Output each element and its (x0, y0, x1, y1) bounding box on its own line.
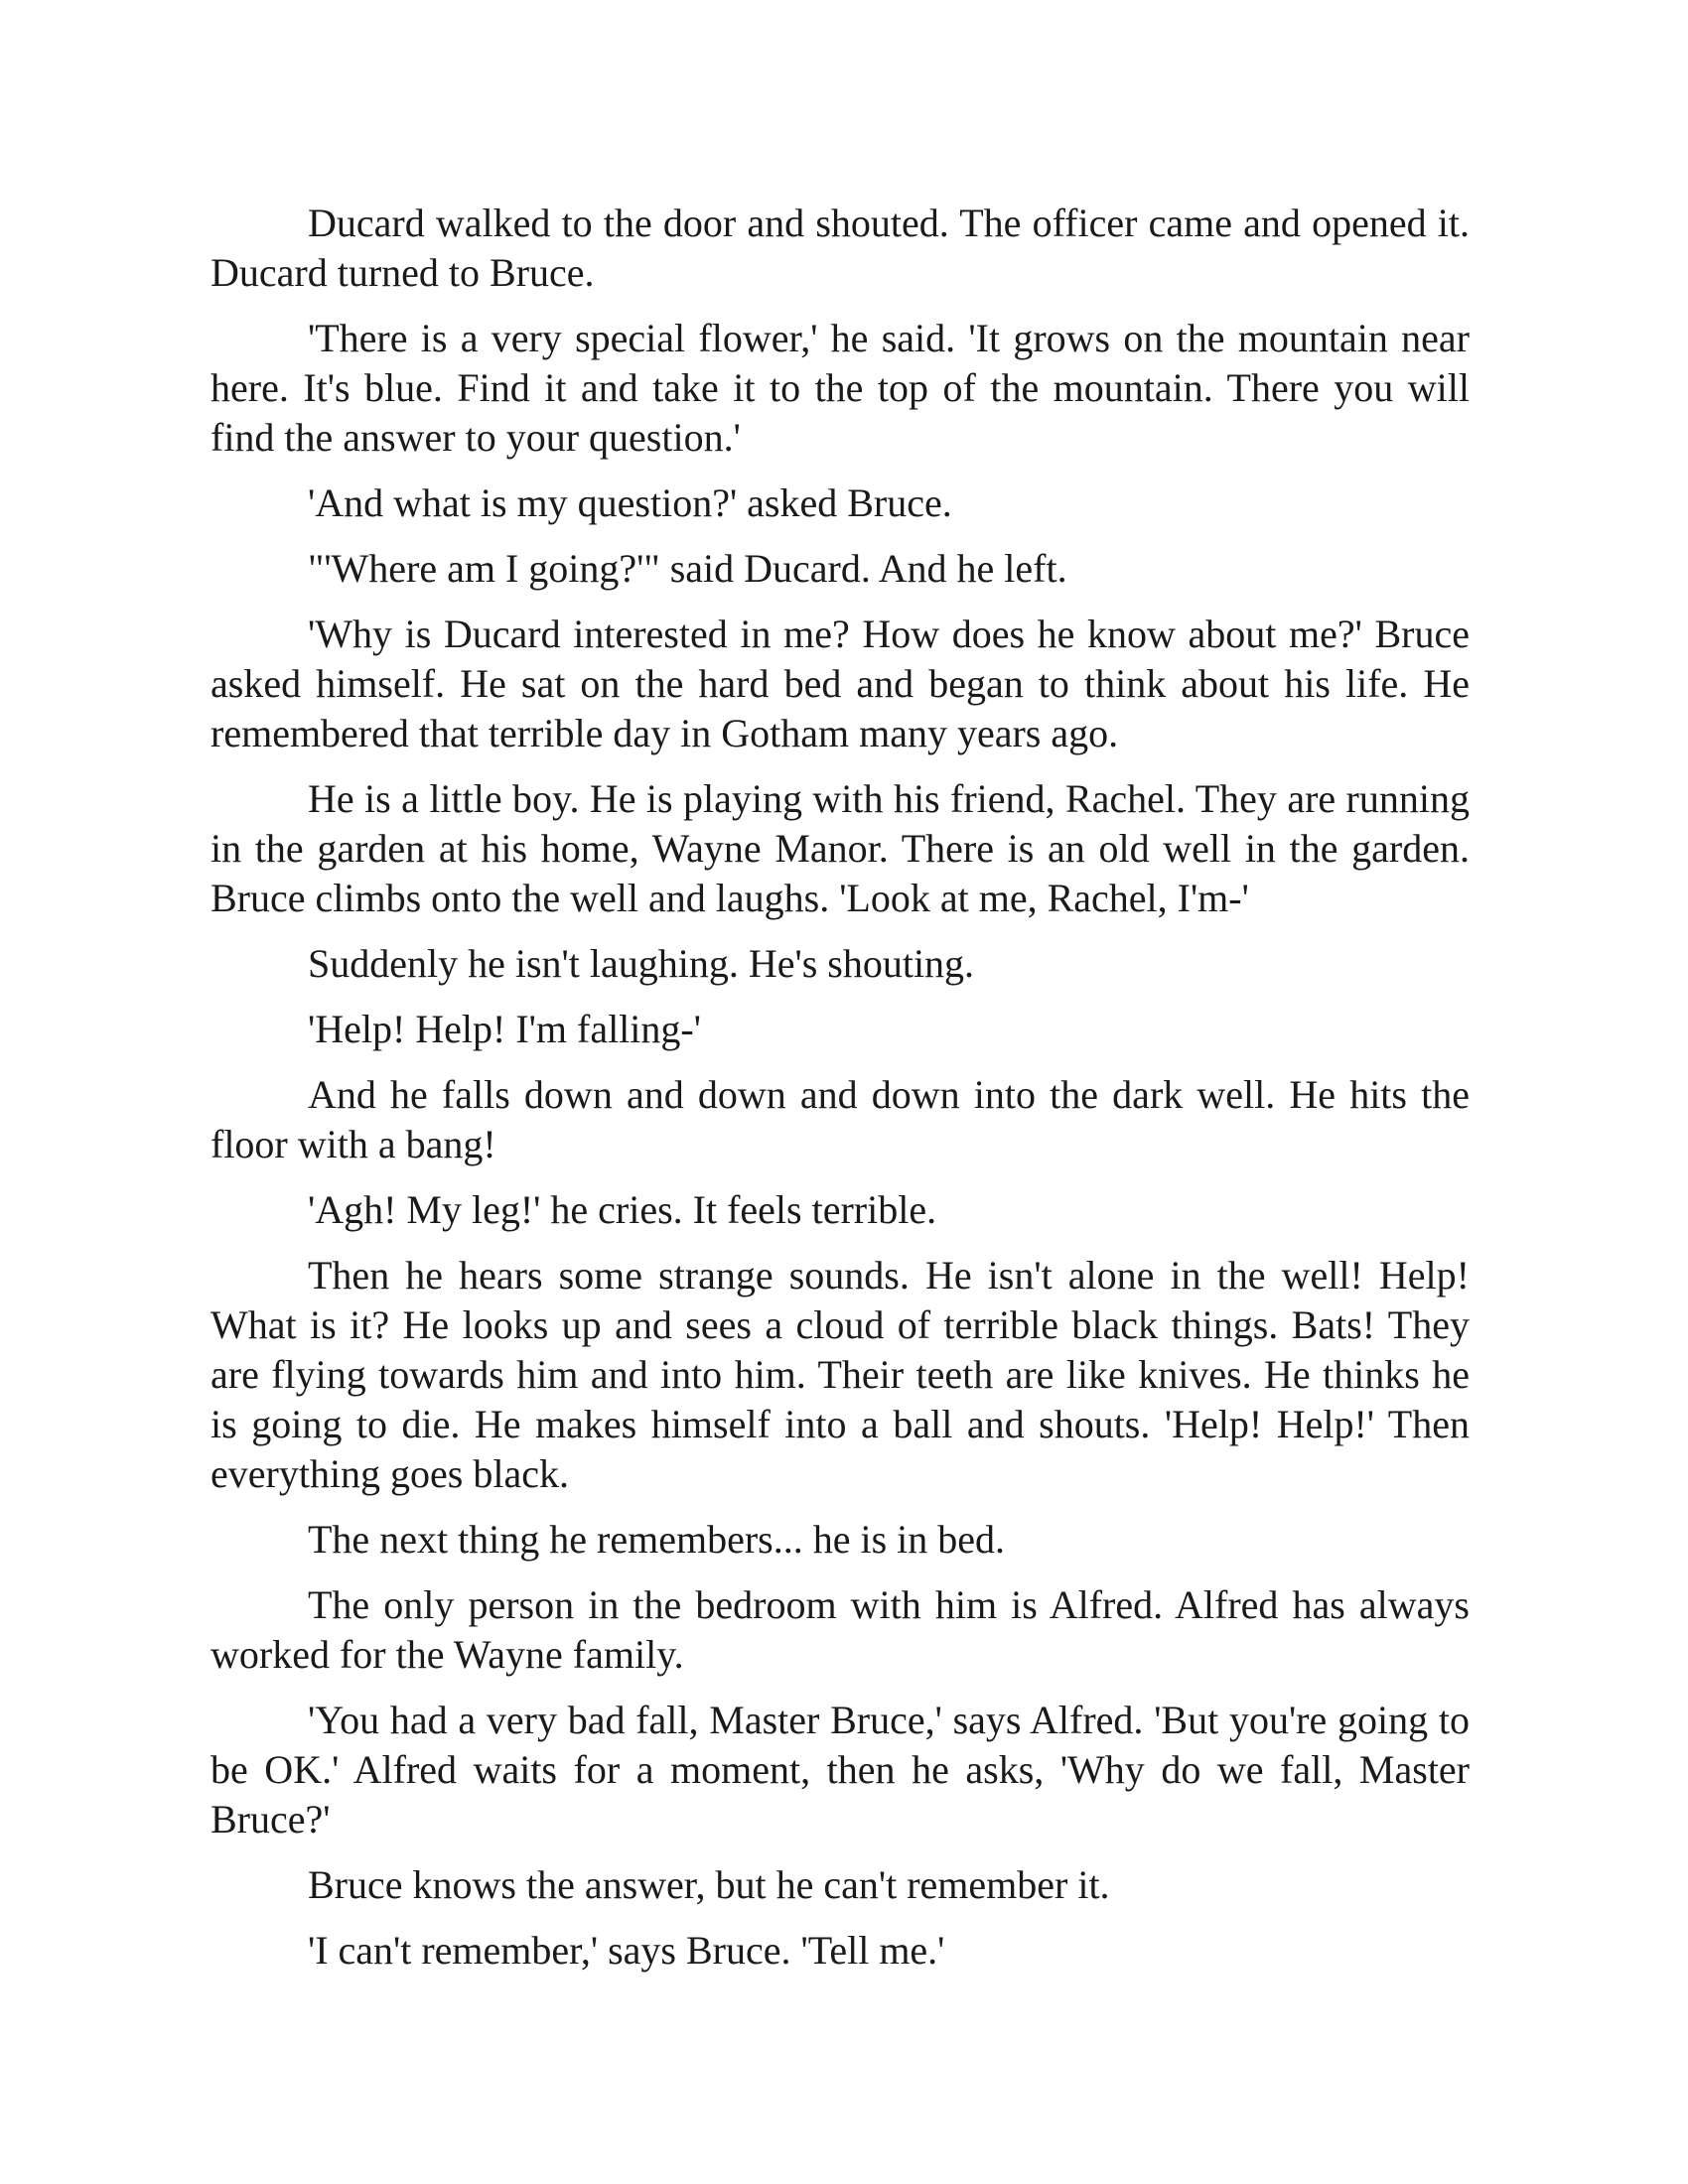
paragraph: 'There is a very special flower,' he said. 'It grows on the mountain near here. It's blue. Find it and take it to the top of the mountain. There you will find the answer to your question.' (211, 316, 1470, 460)
document-page (211, 199, 1470, 1991)
paragraph: 'Agh! My leg!' he cries. It feels terrible. (308, 1187, 937, 1232)
paragraph: And he falls down and down and down into the dark well. He hits the floor with a bang! (211, 1072, 1470, 1166)
paragraph: Ducard walked to the door and shouted. The officer came and opened it. Ducard turned to Bruce. (211, 201, 1470, 295)
paragraph: Bruce knows the answer, but he can't remember it. (308, 1862, 1110, 1907)
paragraph: "'Where am I going?'" said Ducard. And he left. (308, 546, 1067, 591)
paragraph: He is a little boy. He is playing with his friend, Rachel. They are running in the garden at his home, Wayne Manor. There is an old well in the garden. Bruce climbs onto the well and laughs. 'Look at me, Rachel, I'm-' (211, 776, 1470, 920)
paragraph: Then he hears some strange sounds. He isn't alone in the well! Help! What is it? He looks up and sees a cloud of terrible black things. Bats! They are flying towards him and into him. Their teeth are like knives. He thinks he is going to die. He makes himself into a ball and shouts. 'Help! Help!' Then everything goes black. (211, 1253, 1470, 1496)
paragraph: 'Why is Ducard interested in me? How does he know about me?' Bruce asked himself. He sat on the hard bed and began to think about his life. He remembered that terrible day in Gotham many years ago. (211, 612, 1470, 755)
paragraph: 'You had a very bad fall, Master Bruce,' says Alfred. 'But you're going to be OK.' Alfred waits for a moment, then he asks, 'Why do we fall, Master Bruce?' (211, 1698, 1470, 1842)
paragraph: The only person in the bedroom with him is Alfred. Alfred has always worked for the Wayne family. (211, 1582, 1470, 1677)
paragraph: 'I can't remember,' says Bruce. 'Tell me.' (308, 1928, 945, 1973)
paragraph: 'Help! Help! I'm falling-' (308, 1007, 701, 1051)
paragraph: Suddenly he isn't laughing. He's shouting. (308, 941, 975, 986)
paragraph: The next thing he remembers... he is in bed. (308, 1517, 1006, 1562)
paragraph: 'And what is my question?' asked Bruce. (308, 480, 952, 525)
